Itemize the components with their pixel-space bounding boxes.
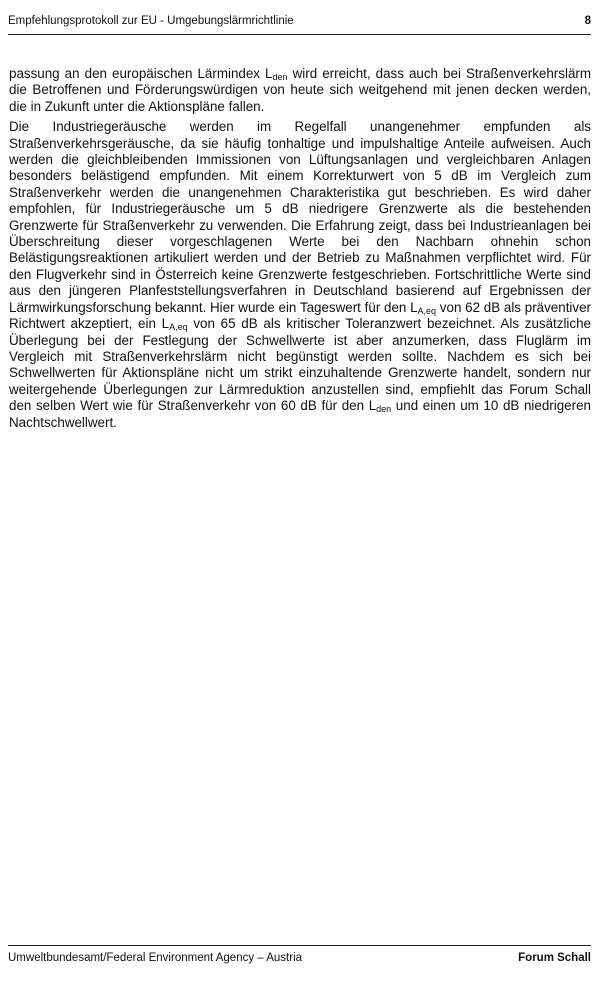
p2-text-2: von 62 dB als präventiver Richtwert akzeptiert, ein L [9, 299, 591, 332]
p1-text-1: passung an den europäischen Lärmindex L [9, 66, 273, 81]
paragraph-1 [9, 66, 591, 115]
page-header [8, 10, 591, 35]
p2-sub-3: den [376, 404, 392, 415]
p1-sub-1: den [272, 72, 288, 82]
p2-text-4: und einen um 10 dB niedrigeren Nachtschwellwert. [9, 398, 591, 430]
footer-forum: Forum Schall [518, 952, 591, 964]
page-number: 8 [584, 15, 591, 27]
p2-text-3: von 65 dB als kritischer Toleranzwert bezeichnet. Als zusätzliche Überlegung bei der Festlegung der Schwellwerte ist aber anzumerken, dass Fluglärm im Vergleich mit Straßenverkehrslärm nicht begünstigt werden sollte. Nachdem es sich bei Schwellwerten für Aktionspläne nicht um strikt einzuhaltende Grenzwerte handelt, sondern nur weitergehende Überlegungen zur Lärmreduktion anzustellen sind, empfiehlt das Forum Schall den selben Wert wie für Straßenverkehr von 60 dB für den L [9, 316, 591, 414]
p2-text-1: Die Industriegeräusche werden im Regelfall unangenehmer empfunden als Straßenverkehrsgeräusche, da sie häufig tonhaltige und impulshaltige Anteile aufweisen. Auch werden die gleichbleibenden Immissionen von Lüftungsanlagen und vergleichbaren Anlagen besonders belästigend empfunden. Mit einem Korrekturwert von 5 dB im Vergleich zum Straßenverkehr werden die unangenehmen Charakteristika gut beschrieben. Es wird daher empfohlen, für Industriegeräusche um 5 dB niedrigere Grenzwerte als die bestehenden Grenzwerte für Straßenverkehr zu verwenden. Die Erfahrung zeigt, dass bei Industrieanlagen bei Überschreitung dieser vorgeschlagenen Werte bei den Nachbarn ohnehin schon Belästigungsreaktionen artikuliert werden und der Betrieb zu Maßnahmen verpflichtet wird. Für den Flugverkehr sind in Österreich keine Grenzwerte festgeschrieben. Fortschrittliche Werte sind aus den jüngeren Planfeststellungsverfahren in Deutschland basierend auf Ergebnissen der Lärmwirkungsforschung bekannt. Hier wurde ein Tageswert für den L [9, 119, 591, 315]
paragraph-2 [9, 119, 591, 431]
p2-sub-2: A,eq [169, 322, 188, 333]
p2-sub-1: A,eq [417, 305, 437, 316]
footer-agency: Umweltbundesamt/Federal Environment Agency – Austria [8, 952, 303, 964]
p1-text-2: wird erreicht, dass auch bei Straßenverkehrslärm die Betroffenen und Förderungswürdigen von heute sich weitgehend mit jenen decken werden, die in Zukunft unter die Aktionspläne fallen. [9, 66, 592, 114]
page-footer [8, 945, 591, 972]
header-title: Empfehlungsprotokoll zur EU - Umgebungslärmrichtlinie [8, 15, 294, 27]
document-body [9, 66, 591, 435]
